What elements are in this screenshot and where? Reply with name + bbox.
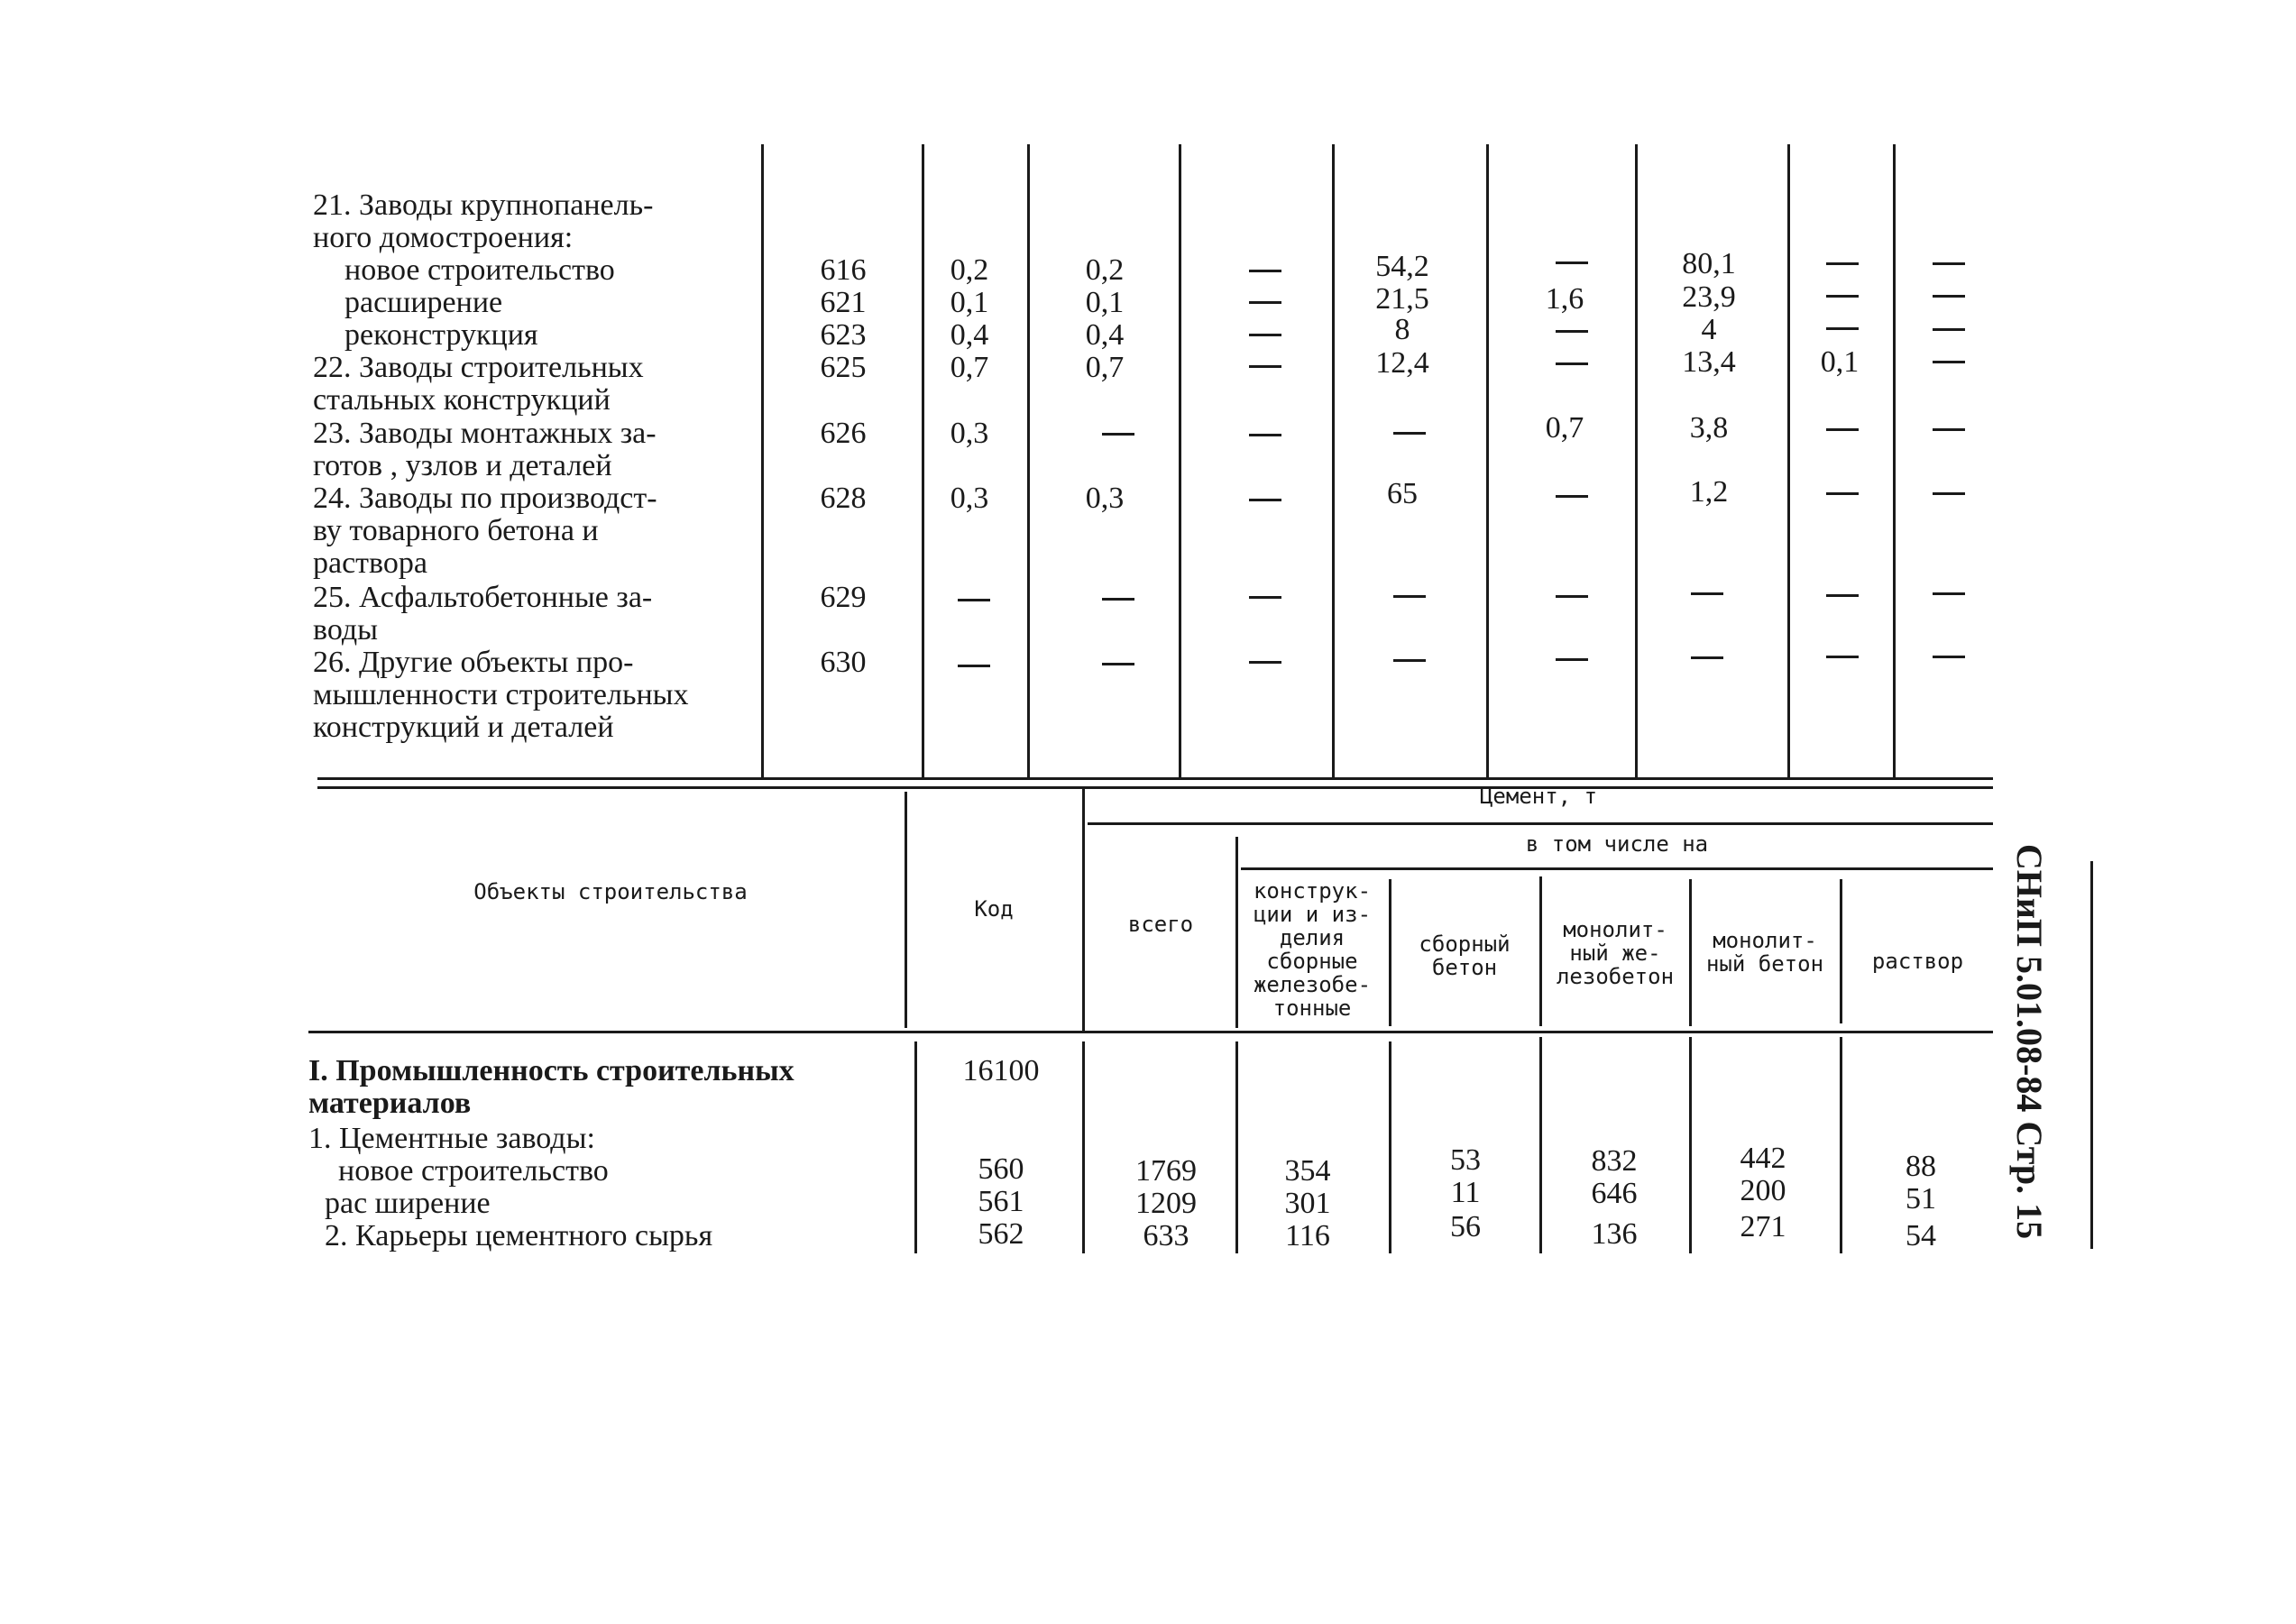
- code-cell: 623: [820, 318, 867, 352]
- dash-mark: [1556, 495, 1588, 498]
- dash-mark: [1933, 428, 1965, 431]
- dash-mark: [1249, 301, 1281, 304]
- header-total: всего: [1127, 912, 1194, 937]
- value-cell: 271: [1740, 1210, 1786, 1243]
- dash-mark: [1249, 334, 1281, 336]
- value-cell: 1,6: [1545, 282, 1584, 316]
- side-rule: [2090, 861, 2093, 1249]
- value-cell: 80,1: [1682, 247, 1736, 280]
- code-cell: 561: [978, 1185, 1024, 1218]
- code-cell: 16100: [962, 1054, 1040, 1087]
- code-cell: 562: [978, 1217, 1024, 1251]
- dash-mark: [1249, 661, 1281, 664]
- value-cell: 0,4: [950, 318, 989, 352]
- dash-mark: [1393, 595, 1426, 598]
- top-table-rule: [1486, 144, 1489, 780]
- dash-mark: [1933, 361, 1965, 363]
- top-table-rule: [761, 144, 764, 780]
- value-cell: 1209: [1135, 1187, 1197, 1220]
- value-cell: 13,4: [1682, 345, 1736, 379]
- dash-mark: [958, 599, 990, 601]
- dash-mark: [1826, 594, 1859, 597]
- row-label: 24. Заводы по производст- ву товарного бетона и раствора: [313, 482, 657, 580]
- header-monolithic-concrete: монолит- ный бетон: [1705, 928, 1824, 977]
- value-cell: 88: [1906, 1150, 1936, 1183]
- value-cell: 0,3: [950, 482, 989, 515]
- value-cell: 0,2: [1085, 253, 1125, 287]
- dash-mark: [1933, 592, 1965, 595]
- code-cell: 630: [820, 646, 867, 679]
- dash-mark: [1556, 261, 1588, 264]
- value-cell: 0,3: [1085, 482, 1125, 515]
- dash-mark: [1556, 595, 1588, 598]
- value-cell: 116: [1285, 1219, 1330, 1252]
- value-cell: 1769: [1135, 1154, 1197, 1188]
- dash-mark: [1102, 598, 1134, 601]
- row-label: новое строительство: [344, 253, 615, 287]
- dash-mark: [1933, 262, 1965, 265]
- value-cell: 0,7: [1545, 411, 1584, 445]
- dash-mark: [1249, 434, 1281, 436]
- value-cell: 0,2: [950, 253, 989, 287]
- header-code: Код: [974, 896, 1014, 922]
- dash-mark: [1826, 262, 1859, 265]
- dash-mark: [1102, 433, 1134, 436]
- dash-mark: [1556, 330, 1588, 333]
- value-cell: 54,2: [1375, 250, 1429, 283]
- value-cell: 442: [1740, 1142, 1786, 1175]
- value-cell: 53: [1450, 1143, 1481, 1177]
- code-cell: 626: [820, 417, 867, 450]
- code-cell: 621: [820, 286, 867, 319]
- top-table-bottom-rule: [317, 777, 1993, 780]
- value-cell: 3,8: [1689, 411, 1729, 445]
- code-cell: 625: [820, 351, 867, 384]
- row-label: 22. Заводы строительных стальных конструкций: [313, 351, 644, 417]
- body-rule: [1689, 1037, 1692, 1253]
- value-cell: 301: [1284, 1187, 1331, 1220]
- top-table-rule: [1893, 144, 1896, 780]
- top-table-rule: [1179, 144, 1181, 780]
- header-precast-concrete: сборный бетон: [1419, 931, 1511, 980]
- dash-mark: [1556, 362, 1588, 365]
- value-cell: 0,1: [1820, 345, 1860, 379]
- header-rule-cement: [1088, 822, 1993, 825]
- dash-mark: [1393, 659, 1426, 662]
- header-constructions: конструк- ции и из- делия сборные железобе- тонные: [1253, 878, 1372, 1021]
- value-cell: 51: [1906, 1182, 1936, 1216]
- value-cell: 23,9: [1682, 280, 1736, 314]
- dash-mark: [1933, 656, 1965, 658]
- value-cell: 4: [1701, 313, 1717, 346]
- value-cell: 646: [1591, 1177, 1638, 1210]
- value-cell: 0,1: [1085, 286, 1125, 319]
- row-label: рас ширение: [325, 1187, 491, 1220]
- value-cell: 633: [1143, 1219, 1189, 1252]
- top-table-rule: [1787, 144, 1790, 780]
- dash-mark: [1249, 270, 1281, 272]
- header-bottom-rule: [308, 1031, 1993, 1033]
- dash-mark: [1556, 658, 1588, 661]
- value-cell: 832: [1591, 1144, 1638, 1178]
- value-cell: 12,4: [1375, 346, 1429, 380]
- value-cell: 200: [1740, 1174, 1786, 1207]
- dash-mark: [1933, 295, 1965, 298]
- body-rule: [1235, 1041, 1238, 1253]
- dash-mark: [1826, 327, 1859, 330]
- header-mortar: раствор: [1871, 949, 1964, 974]
- value-cell: 136: [1591, 1217, 1638, 1251]
- value-cell: 21,5: [1375, 282, 1429, 316]
- value-cell: 0,3: [950, 417, 989, 450]
- top-table-rule: [922, 144, 924, 780]
- row-label: 21. Заводы крупнопанель- ного домостроения:: [313, 188, 654, 254]
- row-label: 2. Карьеры цементного сырья: [325, 1219, 713, 1252]
- top-table-rule: [1635, 144, 1638, 780]
- dash-mark: [1691, 656, 1723, 659]
- section-title: I. Промышленность строительных материалов: [308, 1054, 794, 1120]
- body-rule: [914, 1041, 917, 1253]
- header-rule: [1082, 786, 1085, 1031]
- value-cell: 65: [1387, 477, 1418, 510]
- row-label: 25. Асфальтобетонные за- воды: [313, 581, 653, 647]
- dash-mark: [1249, 596, 1281, 599]
- header-incl: в том числе на: [1525, 831, 1709, 857]
- page-running-head: СНиП 5.01.08-84 Стр. 15: [2009, 843, 2050, 1240]
- value-cell: 0,7: [950, 351, 989, 384]
- header-cement: Цемент, т: [1479, 784, 1598, 809]
- row-label: 1. Цементные заводы:: [308, 1122, 595, 1155]
- dash-mark: [1826, 492, 1859, 495]
- header-objects: Объекты строительства: [473, 879, 748, 904]
- body-rule: [1539, 1037, 1542, 1253]
- value-cell: 11: [1450, 1176, 1481, 1209]
- body-rule: [1840, 1037, 1842, 1253]
- top-table-rule: [1332, 144, 1335, 780]
- value-cell: 8: [1394, 313, 1410, 346]
- value-cell: 1,2: [1689, 475, 1729, 509]
- row-label: расширение: [344, 286, 503, 319]
- dash-mark: [1691, 592, 1723, 595]
- dash-mark: [1933, 492, 1965, 495]
- value-cell: 354: [1284, 1154, 1331, 1188]
- value-cell: 0,1: [950, 286, 989, 319]
- dash-mark: [1249, 499, 1281, 501]
- header-monolithic-rc: монолит- ный же- лезобетон: [1556, 917, 1675, 989]
- code-cell: 560: [978, 1152, 1024, 1186]
- row-label: 26. Другие объекты про- мышленности строительных конструкций и деталей: [313, 646, 689, 744]
- dash-mark: [1933, 328, 1965, 331]
- row-label: реконструкция: [344, 318, 538, 352]
- code-cell: 628: [820, 482, 867, 515]
- code-cell: 629: [820, 581, 867, 614]
- body-rule: [1082, 1041, 1085, 1253]
- code-cell: 616: [820, 253, 867, 287]
- row-label: новое строительство: [338, 1154, 609, 1188]
- value-cell: 54: [1906, 1219, 1936, 1252]
- value-cell: 56: [1450, 1210, 1481, 1243]
- header-rule-incl: [1241, 867, 1993, 870]
- value-cell: 0,4: [1085, 318, 1125, 352]
- body-rule: [1389, 1041, 1391, 1253]
- dash-mark: [1393, 432, 1426, 435]
- top-table-rule: [1027, 144, 1030, 780]
- dash-mark: [1249, 365, 1281, 368]
- dash-mark: [1102, 663, 1134, 665]
- dash-mark: [1826, 428, 1859, 431]
- dash-mark: [958, 665, 990, 667]
- value-cell: 0,7: [1085, 351, 1125, 384]
- row-label: 23. Заводы монтажных за- готов , узлов и деталей: [313, 417, 657, 482]
- dash-mark: [1826, 656, 1859, 658]
- dash-mark: [1826, 295, 1859, 298]
